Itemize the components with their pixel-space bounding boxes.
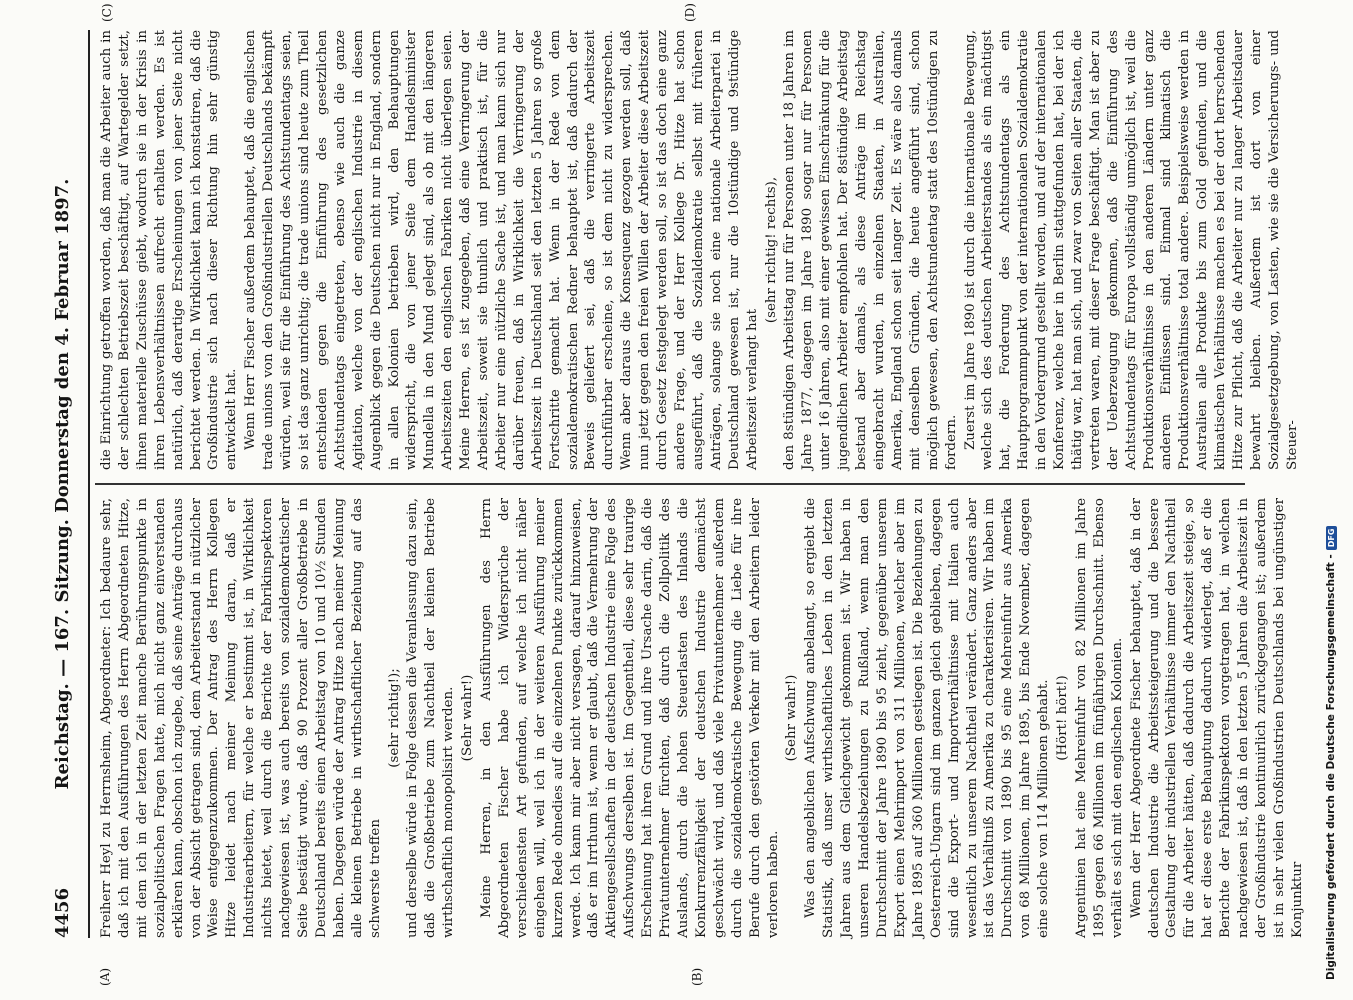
interjection: (Sehr wahr!) bbox=[460, 674, 476, 762]
paragraph: den 8stündigen Arbeitstag nur für Personen unter 18 Jahren im Jahre 1877, dagegen im Jahre 1890 sogar nur für Personen unter 16 Jahren, also mit einer gewissen Einschränkung für die jugendlichen Arbeiter empfohlen hat. Der 8stündige Arbeitstag bestand aber damals, als diese Anträge im Reichstag eingebracht wurden, in einzelnen Staaten, in Australien, Amerika, England schon seit langer Zeit. Es wäre also damals mit denselben Gründen, die heute angeführt sind, schon möglich gewesen, den Achtstundentag statt des 10stündigen zu fordern. bbox=[782, 30, 959, 470]
paragraph: Wenn der Herr Abgeordnete Fischer behauptet, daß in der deutschen Industrie die Arbeitssteigerung und die bessere Gestaltung der industriellen Verhältnisse immer den Nachtheil für die Arbeiter hätten, daß dadurch die Arbeitszeit steige, so hat er diese erste Behauptung dadurch widerlegt, daß er die Berichte der Fabrikinspektoren vorgetragen hat, in welchen nachgewiesen ist, daß in den letzten 5 Jahren die Arbeitszeit in der Großindustrie kontinuirlich zurückgegangen ist; außerdem ist in sehr vielen Großindustrien Deutschlands bei ungünstiger Konjunktur bbox=[1128, 498, 1305, 938]
footer-text: Digitalisierung gefördert durch die Deutsche Forschungsgemeinschaft - bbox=[1325, 554, 1337, 980]
column-divider bbox=[95, 483, 1245, 485]
margin-mark-a: (A) bbox=[98, 967, 112, 986]
digitization-footer bbox=[1325, 526, 1337, 980]
paragraph: Wenn Herr Fischer außerdem behauptet, daß die englischen trade unions von den Großindustriellen Deutschlands bekämpft würden, weil sie für die Einführung des Achtstundentags seien, so ist das ganz unrichtig; die trade unions sind heute zum Theil entschieden gegen die Einführung des gesetzlichen Achtstundentags eingetreten, ebenso wie auch die ganze Agitation, welche von der englischen Industrie in diesem Augenblick gegen die Deutschen nicht nur in England, sondern in allen Kolonien betrieben wird, den Behauptungen widerspricht, die von jener Seite dem Handelsminister Mundella in den Mund gelegt sind, als ob mit den längeren Arbeitszeiten den englischen Fabriken nicht überlegen seien. Meine Herren, es ist zugegeben, daß eine Verringerung der Arbeitszeit, soweit sie thunlich und praktisch ist, für die Arbeiter nur eine nützliche Sache ist, und man kann sich nur darüber freuen, daß in Wirklichkeit die Verringerung der Arbeitszeit in Deutschland seit den letzten 5 Jahren so große Fortschritte gemacht hat. Wenn in der Rede von dem sozialdemokratischen Redner behauptet ist, daß dadurch der Beweis geliefert sei, daß die verringerte Arbeitszeit durchführbar erscheine, so ist dem nicht zu widersprechen. Wenn aber daraus die Konsequenz gezogen werden soll, daß nun jetzt gegen den freien Willen der Arbeiter diese Arbeitszeit durch Gesetz festgelegt werden soll, so ist das doch eine ganz andere Frage, und der Herr Kollege Dr. Hitze hat schon ausgeführt, daß die Sozialdemokratie selbst mit früheren Anträgen, solange sie noch eine nationale Arbeiterpartei in Deutschland gewesen ist, nur die 10stündige und 9stündige Arbeitszeit verlangt hat bbox=[243, 30, 760, 470]
page-header bbox=[52, 30, 82, 938]
paragraph: und derselbe würde in Folge dessen die Veranlassung dazu sein, daß die Großbetriebe zum Nachtheil der kleinen Betriebe wirthschaftlich monopolisirt werden. bbox=[405, 498, 457, 938]
paragraph: Argentinien hat eine Mehreinfuhr von 82 Millionen im Jahre 1895 gegen 66 Millionen im fünfjährigen Durchschnitt. Ebenso verhält es sich mit den englischen Kolonien. bbox=[1073, 498, 1125, 938]
interjection: (Hört! hört!) bbox=[1055, 675, 1071, 761]
margin-mark-c: (C) bbox=[100, 3, 114, 22]
right-column bbox=[98, 30, 1303, 470]
interjection: (Sehr wahr!) bbox=[784, 674, 800, 762]
paragraph: Zuerst im Jahre 1890 ist durch die internationale Bewegung, welche sich des deutschen Arbeiterstandes als ein mächtigst hat, die Forderung des Achtstundentags als ein Hauptprogrammpunkt von der internationalen Sozialdemokratie in den Vordergrund gestellt worden, und auf der internationalen Konferenz, welche hier in Berlin stattgefunden hat, bei der ich thätig war, hat man sich, und zwar von Seiten aller Staaten, die vertreten waren, mit dieser Frage beschäftigt. Man ist aber zu der Ueberzeugung gekommen, daß die Einführung des Achtstundentags für Europa vollständig unmöglich ist, weil die Produktionsverhältnisse in den anderen Ländern unter ganz anderen Einflüssen sind. Einmal sind klimatisch die Produktionsverhältnisse total andere. Beispielsweise werden in Australien alle Produkte bis zum Gold gefunden, und die klimatischen Verhältnisse machen es bei der dort herrschenden Hitze zur Pflicht, daß die Arbeiter nur zu langer Arbeitsdauer bewahrt bleiben. Außerdem ist dort von einer Sozialgesetzgebung, von Lasten, wie sie die Versicherungs- und Steuer- bbox=[962, 30, 1300, 470]
page-number: 4456 bbox=[52, 887, 73, 938]
left-column bbox=[98, 498, 1308, 938]
margin-mark-d: (D) bbox=[683, 3, 697, 22]
paragraph: die Einrichtung getroffen worden, daß man die Arbeiter auch in der schlechten Betriebszeit beschäftigt, auf Wartegelder setzt, ihnen materielle Zuschüsse giebt, wodurch sie in der Krisis in ihren Lebensverhältnissen aufrecht erhalten werden. Es ist natürlich, daß derartige Erscheinungen von jener Seite nicht berichtet werden. In Wirklichkeit kann ich konstatiren, daß die Großindustrie sich nach dieser Richtung hin sehr günstig entwickelt hat. bbox=[99, 30, 240, 470]
page-title: Reichstag. — 167. Sitzung. Donnerstag den 4. Februar 1897. bbox=[52, 178, 73, 790]
margin-mark-b: (B) bbox=[690, 967, 704, 986]
paragraph: Meine Herren, in den Ausführungen des Herrn Abgeordneten Fischer habe ich Widersprüche der verschiedensten Art gefunden, auf welche ich nicht näher eingehen will, weil ich in der weiteren Ausführung meiner kurzen Rede ohnedies auf die einzelnen Punkte zurückkommen werde. Ich kann mir aber nicht versagen, darauf hinzuweisen, daß er im Irrthum ist, wenn er glaubt, daß die Vermehrung der Aktiengesellschaften in der deutschen Industrie eine Folge des Aufschwungs derselben ist. Im Gegentheil, diese sehr traurige Erscheinung hat ihren Grund und ihre Ursache darin, daß die Privatunternehmer fürchten, daß durch die Zollpolitik des Auslands, durch die hohen Steuerlasten des Inlands die Konkurrenzfähigkeit der deutschen Industrie demnächst geschwächt wird, und daß viele Privatunternehmer außerdem durch die sozialdemokratische Bewegung die Liebe für ihre Berufe durch den gestörten Verkehr mit den Arbeitern leider verloren haben. bbox=[479, 498, 781, 938]
interjection: (sehr richtig! rechts), bbox=[763, 176, 779, 324]
paragraph: Was den angeblichen Aufschwung anbelangt, so ergiebt die Statistik, daß unser wirthschaftliches Leben in den letzten Jahren aus dem Gleichgewicht gekommen ist. Wir haben in unseren Handelsbeziehungen zu Rußland, wenn man den Durchschnitt der Jahre 1890 bis 95 zieht, gegenüber unserem Export einen Mehrimport von 311 Millionen, welcher aber im Jahre 1895 auf 360 Millionen gestiegen ist. Die Beziehungen zu Oesterreich-Ungarn sind im ganzen gleich geblieben, dagegen sind die Export- und Importverhältnisse mit Italien auch wesentlich zu unserem Nachtheil verändert. Ganz anders aber ist das Verhältniß zu Amerika zu charakterisiren. Wir haben im Durchschnitt von 1890 bis 95 eine Mehreinfuhr aus Amerika von 68 Millionen, im Jahre 1895, bis Ende November, dagegen eine solche von 114 Millionen gehabt. bbox=[803, 498, 1052, 938]
interjection: (sehr richtig!); bbox=[386, 668, 402, 768]
dfg-logo: DFG bbox=[1326, 526, 1337, 551]
paragraph: Freiherr Heyl zu Herrnsheim, Abgeordneter: Ich bedaure sehr, daß ich mit den Ausführungen des Herrn Abgeordneten Hitze, mit dem ich in der letzten Zeit manche Berührungspunkte in sozialpolitischen Fragen hatte, mich nicht ganz einverstanden erklären kann, obschon ich zugebe, daß seine Anträge durchaus von der Absicht getragen sind, dem Arbeiterstand in nützlicher Weise entgegenzukommen. Der Antrag des Herrn Kollegen Hitze leidet nach meiner Meinung daran, daß er Industriearbeitern, für welche er bestimmt ist, in Wirklichkeit nichts bietet, weil durch die Berichte der Fabrikinspektoren nachgewiesen ist, was auch bereits von sozialdemokratischer Seite bestätigt wurde, daß 90 Prozent aller Großbetriebe in Deutschland bereits einen Arbeitstag von 10 und 10½ Stunden haben. Dagegen würde der Antrag Hitze nach meiner Meinung alle kleinen Betriebe in wirthschaftlicher Beziehung auf das schwerste treffen bbox=[99, 498, 383, 938]
header-rule bbox=[88, 30, 90, 938]
